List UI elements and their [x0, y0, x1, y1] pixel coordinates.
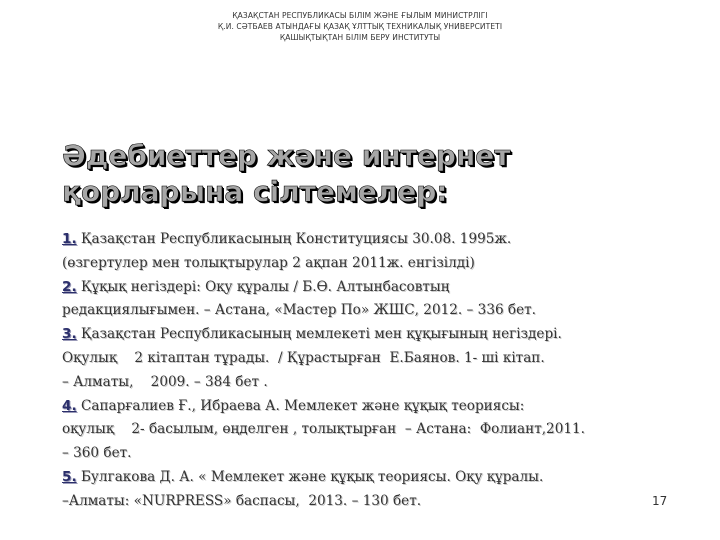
title-line-2: қорларына сілтемелер: [62, 175, 448, 208]
institution-header [0, 10, 720, 43]
reference-number: 3. [62, 326, 77, 343]
reference-text: Булгакова Д. А. « Мемлекет және құқық теориясы. Оқу құралы. [76, 468, 544, 485]
reference-item-1 [62, 228, 682, 252]
reference-continuation: – 360 бет. [62, 445, 132, 462]
reference-number: 2. [62, 278, 77, 295]
reference-item-5 [62, 466, 682, 490]
reference-text: Құқық негіздері: Оқу құралы / Б.Ө. Алтынбасовтың [76, 278, 450, 295]
reference-item-3 [62, 323, 682, 347]
reference-continuation: –Алматы: «NURPRESS» баспасы, 2013. – 130 бет. [62, 492, 422, 509]
reference-item-4 [62, 395, 682, 419]
reference-continuation: – Алматы, 2009. – 384 бет . [62, 373, 268, 390]
reference-number: 5. [62, 468, 77, 485]
page-number: 17 [652, 494, 668, 508]
title-line-1: Әдебиеттер және интернет [62, 139, 511, 172]
reference-number: 4. [62, 397, 77, 414]
reference-text: Сапарғалиев Ғ., Ибраева А. Мемлекет және құқық теориясы: [76, 397, 525, 414]
slide-title [62, 138, 682, 210]
reference-list [62, 228, 682, 514]
reference-text: Қазақстан Республикасының мемлекеті мен құқығының негіздері. [76, 326, 562, 343]
reference-text: Қазақстан Республикасының Конституциясы 30.08. 1995ж. [76, 231, 512, 247]
reference-number: 1. [62, 231, 77, 247]
header-ministry: ҚАЗАҚСТАН РЕСПУБЛИКАСЫ БІЛІМ ЖӘНЕ ҒЫЛЫМ МИНИСТРЛІГІ [232, 11, 488, 20]
header-university: Қ.И. СӘТБАЕВ АТЫНДАҒЫ ҚАЗАҚ ҰЛТТЫҚ ТЕХНИКАЛЫҚ УНИВЕРСИТЕТІ [217, 22, 503, 31]
reference-continuation: Оқулық 2 кітаптан тұрады. / Құрастырған Е.Баянов. 1- ші кітап. [62, 349, 545, 366]
reference-continuation: (өзгертулер мен толықтырулар 2 ақпан 2011ж. енгізілді) [62, 254, 475, 271]
reference-continuation: оқулық 2- басылым, өңделген , толықтырған – Астана: Фолиант,2011. [62, 421, 585, 438]
header-institute: ҚАШЫҚТЫҚТАН БІЛІМ БЕРУ ИНСТИТУТЫ [279, 33, 441, 42]
reference-item-2 [62, 276, 682, 300]
reference-continuation: редакциялығымен. – Астана, «Мастер По» ЖШС, 2012. – 336 бет. [62, 302, 537, 319]
